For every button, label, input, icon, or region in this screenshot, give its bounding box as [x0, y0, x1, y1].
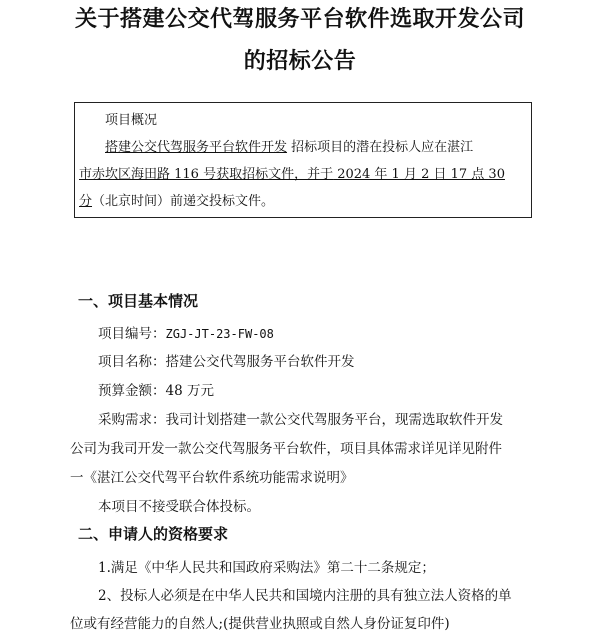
- project-name-row: [98, 350, 355, 370]
- overview-text-3: （北京时间）前递交投标文件。: [92, 194, 275, 209]
- procurement-requirement-line-1: 采购需求：我司计划搭建一款公交代驾服务平台，现需选取软件开发: [98, 412, 503, 428]
- overview-line-3: [79, 190, 274, 209]
- project-code-row: [98, 322, 274, 342]
- budget-label: 预算金额：: [98, 383, 166, 399]
- document-title-line-1: 关于搭建公交代驾服务平台软件选取开发公司: [74, 6, 525, 32]
- consortium-notice: 本项目不接受联合体投标。: [98, 499, 260, 515]
- section-2-heading: 二、申请人的资格要求: [78, 525, 229, 543]
- qualification-item-1: 1.满足《中华人民共和国政府采购法》第二十二条规定；: [98, 560, 435, 576]
- overview-heading: 项目概况: [105, 113, 158, 128]
- procurement-requirement-line-2: 公司为我司开发一款公交代驾服务平台软件，项目具体需求详见详见附件: [70, 441, 502, 457]
- project-name-label: 项目名称：: [98, 354, 166, 370]
- document-title-line-2: 的招标公告: [243, 48, 357, 74]
- budget-value: 48 万元: [165, 383, 214, 399]
- overview-text-2: 市赤坎区海田路 116 号获取招标文件，并于: [79, 167, 334, 182]
- budget-row: [98, 379, 214, 399]
- overview-text-1: 招标项目的潜在投标人应在湛江: [291, 140, 474, 155]
- project-code-label: 项目编号：: [98, 326, 166, 342]
- procurement-requirement-line-3: 一《湛江公交代驾平台软件系统功能需求说明》: [70, 470, 354, 486]
- qualification-item-2-line-2: 位或有经营能力的自然人;(提供营业执照或自然人身份证复印件): [70, 616, 450, 632]
- overview-line-1: [105, 136, 473, 155]
- qualification-item-2-line-1: 2、投标人必须是在中华人民共和国境内注册的具有独立法人资格的单: [98, 588, 512, 604]
- project-name-value: 搭建公交代驾服务平台软件开发: [165, 354, 355, 370]
- overview-project-name: 搭建公交代驾服务平台软件开发: [105, 140, 288, 155]
- project-overview-box: [74, 102, 532, 218]
- overview-line-2: [79, 163, 505, 182]
- overview-deadline-minute-unit: 分: [79, 194, 93, 209]
- overview-deadline: 2024 年 1 月 2 日 17 点 30: [333, 167, 505, 182]
- project-code-value: ZGJ-JT-23-FW-08: [165, 327, 274, 341]
- section-1-heading: 一、项目基本情况: [78, 292, 199, 310]
